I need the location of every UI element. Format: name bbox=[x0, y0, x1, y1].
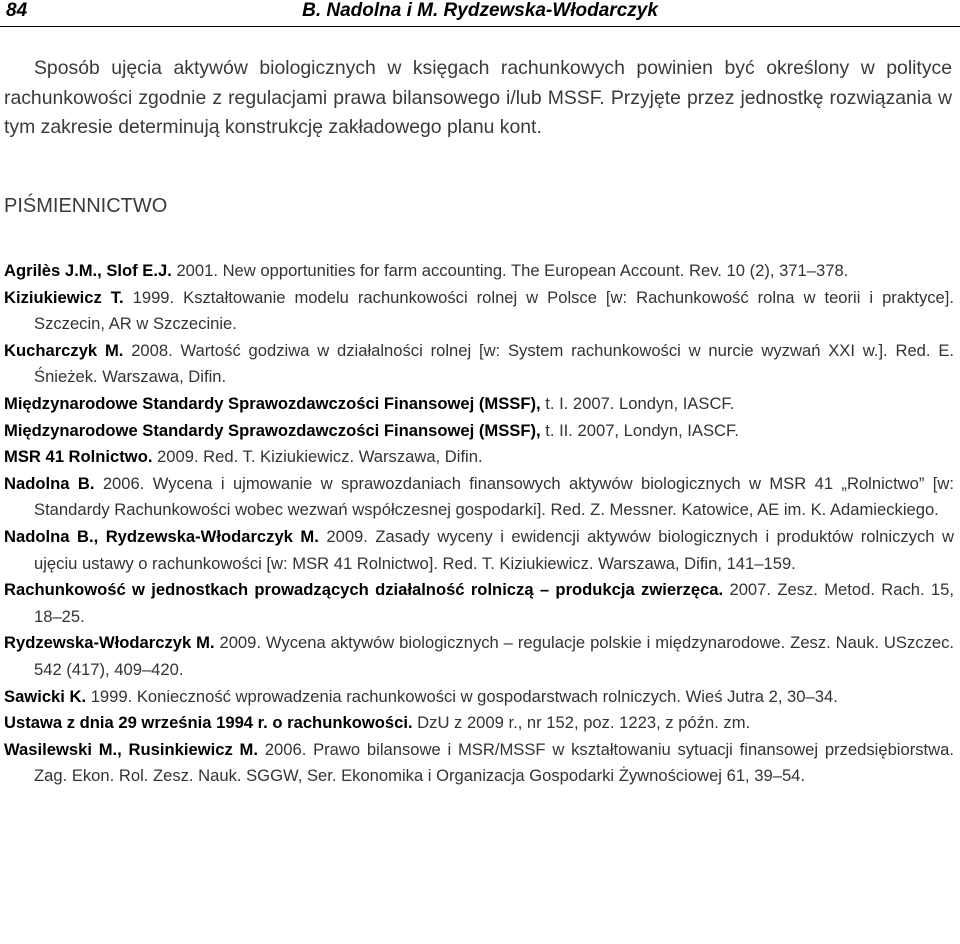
reference-entry bbox=[4, 285, 954, 338]
reference-authors: Agrilès J.M., Slof E.J. bbox=[4, 261, 172, 280]
reference-authors: Nadolna B., Rydzewska-Włodarczyk M. bbox=[4, 526, 319, 546]
reference-authors: Rydzewska-Włodarczyk M. bbox=[4, 633, 215, 653]
reference-details: 2008. Wartość godziwa w działalności rolnej [w: System rachunkowości w nurcie wyzwań XXI w.]. Red. E. Śnieżek. Warszawa, Difin. bbox=[34, 340, 954, 387]
reference-entry bbox=[4, 391, 954, 418]
reference-authors: Kiziukiewicz T. bbox=[4, 287, 124, 307]
reference-details: 2009. Red. T. Kiziukiewicz. Warszawa, Difin. bbox=[152, 447, 483, 467]
reference-details: 1999. Kształtowanie modelu rachunkowości rolnej w Polsce [w: Rachunkowość rolna w teorii i praktyce]. Szczecin, AR w Szczecinie. bbox=[34, 287, 955, 334]
reference-authors: Kucharczyk M. bbox=[4, 340, 124, 360]
intro-paragraph: Sposób ujęcia aktywów biologicznych w księgach rachunkowych powinien być określony w polityce rachunkowości zgodnie z regulacjami prawa bilansowego i/lub MSSF. Przyjęte przez jednostkę rozwiązania w tym zakresie determinują konstrukcję zakładowego planu kont. bbox=[4, 57, 952, 138]
reference-authors: Wasilewski M., Rusinkiewicz M. bbox=[4, 739, 258, 759]
reference-entry bbox=[4, 737, 954, 790]
reference-authors: Rachunkowość w jednostkach prowadzących działalność rolniczą – produkcja zwierzęca. bbox=[4, 580, 724, 600]
page-number: 84 bbox=[6, 0, 28, 21]
running-head-title: B. Nadolna i M. Rydzewska-Włodarczyk bbox=[302, 0, 658, 21]
reference-details: 2009. Zasady wyceny i ewidencji aktywów biologicznych i produktów rolniczych w ujęciu ustawy o rachunkowości [w: MSR 41 Rolnictwo]. Red. T. Kiziukiewicz. Warszawa, Difin, 141–159. bbox=[34, 526, 954, 573]
reference-details: DzU z 2009 r., nr 152, poz. 1223, z późn. zm. bbox=[412, 713, 751, 733]
reference-entry bbox=[4, 418, 954, 445]
reference-entry bbox=[4, 444, 954, 471]
bibliography-title: PIŚMIENNICTWO bbox=[4, 195, 168, 217]
reference-authors: Międzynarodowe Standardy Sprawozdawczości Finansowej (MSSF), bbox=[4, 393, 541, 413]
running-header bbox=[0, 0, 960, 27]
reference-details: t. I. 2007. Londyn, IASCF. bbox=[540, 393, 735, 413]
reference-entry bbox=[4, 630, 954, 683]
reference-entry bbox=[4, 338, 954, 391]
reference-entry bbox=[4, 684, 954, 711]
reference-details: 2009. Wycena aktywów biologicznych – regulacje polskie i międzynarodowe. Zesz. Nauk. USzczec. 542 (417), 409–420. bbox=[34, 633, 954, 679]
reference-authors: MSR 41 Rolnictwo. bbox=[4, 447, 153, 467]
reference-entry bbox=[4, 258, 954, 285]
reference-entry bbox=[4, 471, 954, 524]
reference-authors: Międzynarodowe Standardy Sprawozdawczości Finansowej (MSSF), bbox=[4, 420, 541, 440]
reference-entry bbox=[4, 524, 954, 577]
reference-details: 2006. Prawo bilansowe i MSR/MSSF w kształtowaniu sytuacji finansowej przedsiębiorstwa. Zag. Ekon. Rol. Zesz. Nauk. SGGW, Ser. Ekonomika i Organizacja Gospodarki Żywnościowej 61, 39–54. bbox=[34, 739, 954, 786]
reference-details: 2007. Zesz. Metod. Rach. 15, 18–25. bbox=[34, 580, 955, 626]
reference-details: 2001. New opportunities for farm accounting. The European Account. Rev. 10 (2), 371–378. bbox=[171, 261, 849, 280]
reference-authors: Sawicki K. bbox=[4, 686, 87, 706]
reference-details: t. II. 2007, Londyn, IASCF. bbox=[540, 420, 739, 440]
reference-details: 2006. Wycena i ujmowanie w sprawozdaniach finansowych aktywów biologicznych w MSR 41 „Rolnictwo” [w: Standardy Rachunkowości wobec wezwań współczesnej gospodarki]. Red. Z. Messner. Katowice, AE im. K. Adamieckiego. bbox=[34, 473, 954, 520]
reference-entry bbox=[4, 577, 954, 630]
bibliography-list bbox=[4, 258, 954, 790]
reference-details: 1999. Konieczność wprowadzenia rachunkowości w gospodarstwach rolniczych. Wieś Jutra 2, 30–34. bbox=[86, 686, 838, 706]
reference-entry bbox=[4, 710, 954, 737]
reference-authors: Ustawa z dnia 29 września 1994 r. o rachunkowości. bbox=[4, 713, 413, 733]
reference-authors: Nadolna B. bbox=[4, 473, 95, 493]
